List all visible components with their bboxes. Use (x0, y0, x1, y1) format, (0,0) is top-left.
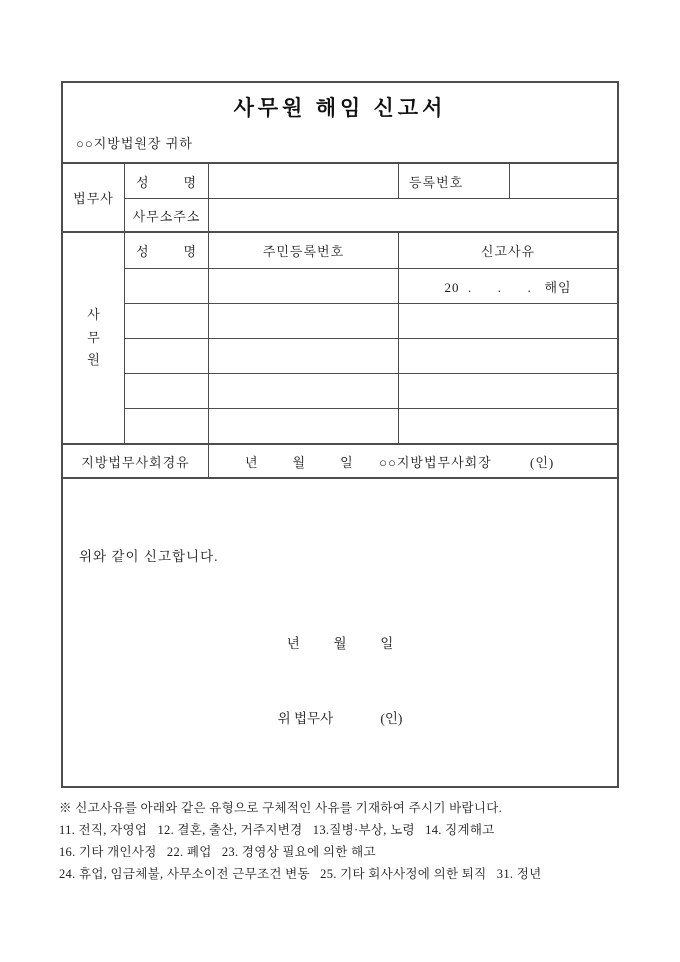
samuwon-col-rrn-header: 주민등록번호 (208, 233, 398, 268)
via-label: 지방법무사회경유 (81, 454, 190, 470)
samuwon-reason-field[interactable] (398, 338, 617, 373)
samuwon-rrn-field[interactable] (208, 408, 398, 443)
samuwon-name-field[interactable] (124, 268, 208, 303)
footnote-codes-3: 24. 휴업, 임금체불, 사무소이전 근무조건 변동 25. 기타 회사사정에 의한 퇴직 31. 정년 (59, 867, 542, 881)
date-line: 년 월 일 (286, 636, 394, 651)
via-date-signature-line: 년 월 일 ○○지방법무사회장 (인) (208, 445, 617, 477)
via-table (63, 443, 617, 477)
samuwon-reason-field[interactable] (398, 373, 617, 408)
form-body (63, 477, 617, 786)
beomusa-row-label: 법무사 (73, 191, 114, 206)
office-addr-field[interactable] (208, 198, 617, 231)
samuwon-name-field[interactable] (124, 338, 208, 373)
footnote-codes-1: 11. 전직, 자영업 12. 결혼, 출산, 거주지변경 13.질병·부상, 노령 14. 징계해고 (59, 823, 495, 837)
footnote-codes-2: 16. 기타 개인사정 22. 폐업 23. 경영상 필요에 의한 해고 (59, 845, 376, 859)
samuwon-col-reason-header: 신고사유 (398, 233, 617, 268)
samuwon-reason-field[interactable]: 20 . . . 해임 (398, 268, 617, 303)
form-header (63, 83, 617, 162)
samuwon-reason-field[interactable] (398, 303, 617, 338)
office-addr-label: 사무소주소 (124, 198, 208, 231)
samuwon-name-field[interactable] (124, 373, 208, 408)
samuwon-row-label (63, 233, 124, 443)
declaration-text: 위와 같이 신고합니다. (79, 549, 219, 564)
footnote-instruction: ※ 신고사유를 아래와 같은 유형으로 구체적인 사유를 기재하여 주시기 바랍니다. (59, 801, 503, 815)
samuwon-name-field[interactable] (124, 303, 208, 338)
beomusa-name-label: 성 명 (124, 164, 208, 198)
footnotes (59, 797, 634, 885)
reg-no-field[interactable] (509, 164, 617, 198)
beomusa-name-field[interactable] (208, 164, 398, 198)
samuwon-col-name-header: 성 명 (124, 233, 208, 268)
document-form (61, 81, 619, 788)
recipient-line: ○○지방법원장 귀하 (76, 136, 193, 151)
samuwon-table (63, 231, 617, 443)
samuwon-vertical-text: 사무원 (87, 306, 100, 368)
samuwon-name-field[interactable] (124, 408, 208, 443)
samuwon-rrn-field[interactable] (208, 338, 398, 373)
signer-seal-line: 위 법무사 (인) (277, 711, 403, 726)
page-title: 사무원 해임 신고서 (233, 96, 447, 120)
beomusa-table (63, 162, 617, 231)
samuwon-rrn-field[interactable] (208, 373, 398, 408)
samuwon-rrn-field[interactable] (208, 303, 398, 338)
reg-no-label: 등록번호 (398, 164, 509, 198)
samuwon-rrn-field[interactable] (208, 268, 398, 303)
samuwon-reason-field[interactable] (398, 408, 617, 443)
